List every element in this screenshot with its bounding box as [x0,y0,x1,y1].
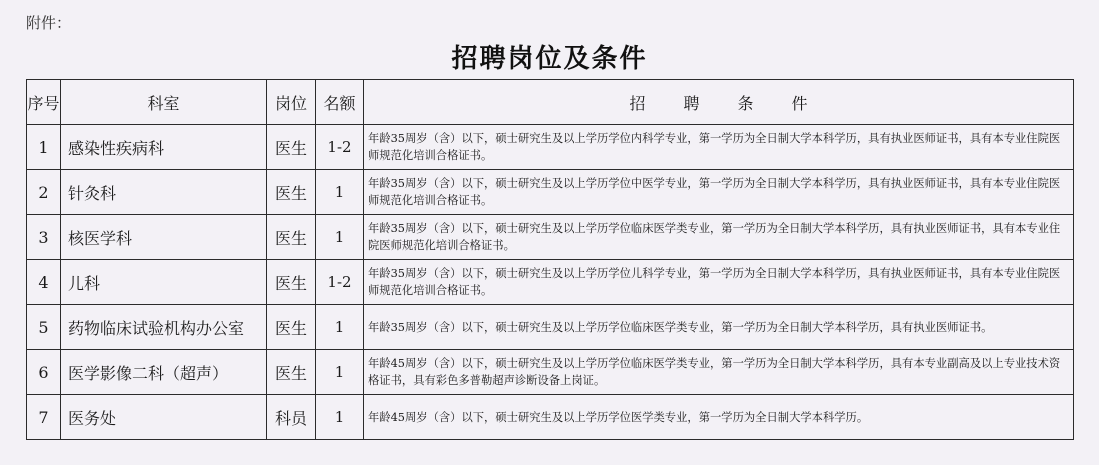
table-row [27,215,1074,260]
col-header-position: 岗位 [267,80,316,125]
department-cell: 儿科 [61,260,267,305]
department-cell: 医学影像二科（超声） [61,350,267,395]
count-cell: 1 [316,395,364,440]
position-cell: 医生 [267,215,316,260]
table-row [27,170,1074,215]
table-header-row [27,80,1074,125]
col-header-no: 序号 [27,80,61,125]
col-header-dept: 科室 [61,80,267,125]
col-header-requirement: 招聘条件 [364,80,1074,125]
row-number: 5 [27,305,61,350]
row-number: 3 [27,215,61,260]
recruitment-table [26,79,1074,440]
table-row [27,260,1074,305]
page-title: 招聘岗位及条件 [451,44,648,74]
count-cell: 1 [316,170,364,215]
requirement-cell: 年龄35周岁（含）以下，硕士研究生及以上学历学位内科学专业，第一学历为全日制大学本科学历，具有执业医师证书，具有本专业住院医师规范化培训合格证书。 [364,125,1074,170]
count-cell: 1 [316,215,364,260]
count-cell: 1 [316,305,364,350]
row-number: 2 [27,170,61,215]
department-cell: 核医学科 [61,215,267,260]
requirement-cell: 年龄35周岁（含）以下，硕士研究生及以上学历学位中医学专业，第一学历为全日制大学本科学历，具有执业医师证书，具有本专业住院医师规范化培训合格证书。 [364,170,1074,215]
count-cell: 1 [316,350,364,395]
row-number: 1 [27,125,61,170]
count-cell: 1-2 [316,125,364,170]
requirement-cell: 年龄45周岁（含）以下，硕士研究生及以上学历学位医学类专业，第一学历为全日制大学本科学历。 [364,395,1074,440]
requirement-cell: 年龄45周岁（含）以下，硕士研究生及以上学历学位临床医学类专业，第一学历为全日制大学本科学历，具有本专业副高及以上专业技术资格证书，具有彩色多普勒超声诊断设备上岗证。 [364,350,1074,395]
requirement-cell: 年龄35周岁（含）以下，硕士研究生及以上学历学位临床医学类专业，第一学历为全日制大学本科学历，具有执业医师证书。 [364,305,1074,350]
department-cell: 感染性疾病科 [61,125,267,170]
position-cell: 医生 [267,170,316,215]
position-cell: 医生 [267,125,316,170]
requirement-cell: 年龄35周岁（含）以下，硕士研究生及以上学历学位儿科学专业，第一学历为全日制大学本科学历，具有执业医师证书，具有本专业住院医师规范化培训合格证书。 [364,260,1074,305]
col-header-count: 名额 [316,80,364,125]
row-number: 6 [27,350,61,395]
row-number: 4 [27,260,61,305]
table-row [27,125,1074,170]
position-cell: 医生 [267,350,316,395]
table-row [27,350,1074,395]
position-cell: 医生 [267,305,316,350]
department-cell: 医务处 [61,395,267,440]
table-row [27,305,1074,350]
count-cell: 1-2 [316,260,364,305]
position-cell: 医生 [267,260,316,305]
position-cell: 科员 [267,395,316,440]
requirement-cell: 年龄35周岁（含）以下，硕士研究生及以上学历学位临床医学类专业，第一学历为全日制大学本科学历，具有执业医师证书，具有本专业住院医师规范化培训合格证书。 [364,215,1074,260]
department-cell: 药物临床试验机构办公室 [61,305,267,350]
table-row [27,395,1074,440]
row-number: 7 [27,395,61,440]
department-cell: 针灸科 [61,170,267,215]
attachment-label: 附件： [26,14,72,32]
